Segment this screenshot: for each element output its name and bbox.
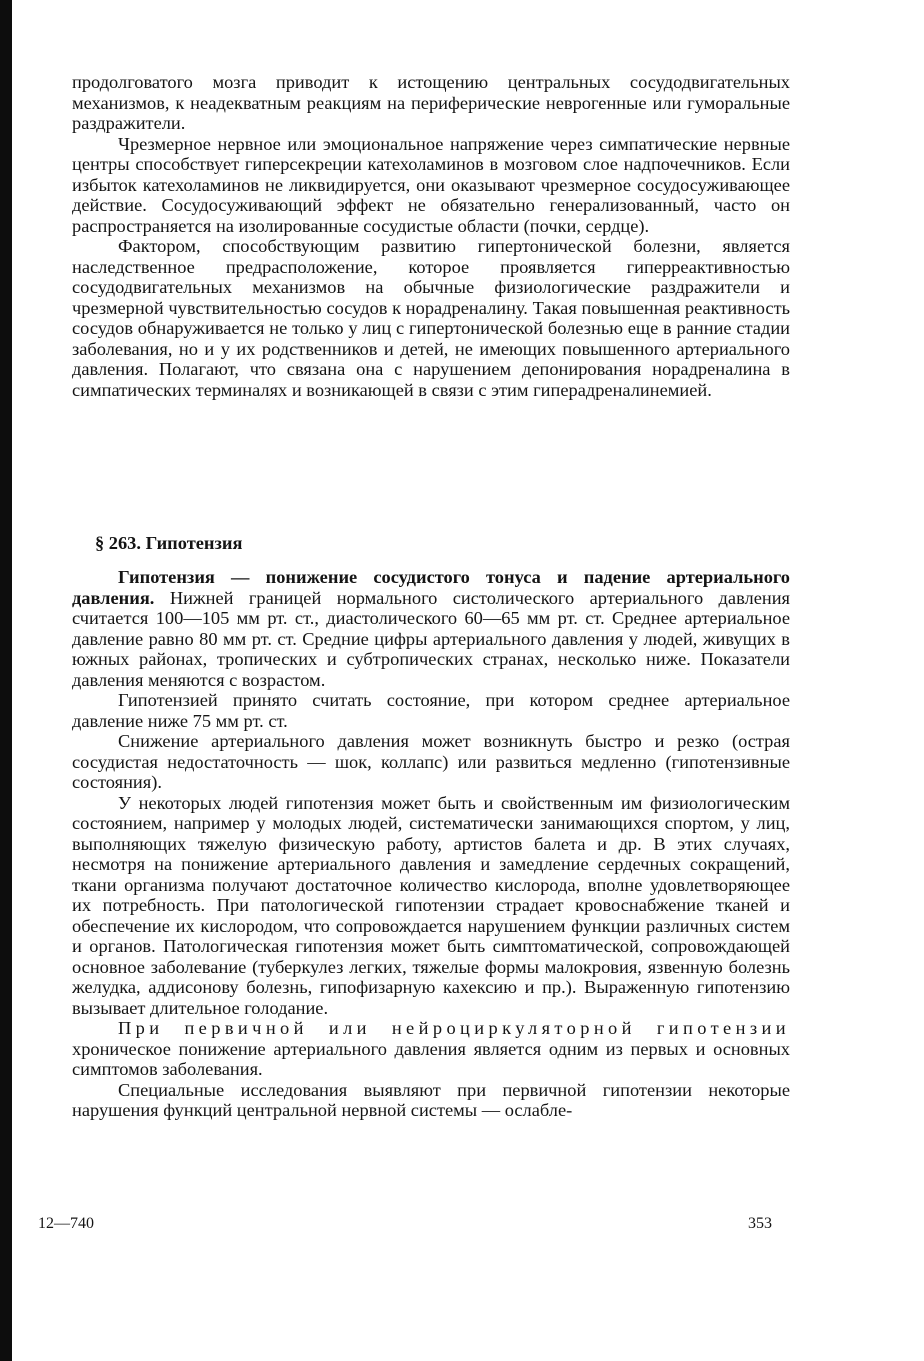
- definition-text: Нижней границей нормального систолического артериального давления считается 100—105 мм рт. ст., диастолического 60—65 мм рт. ст. Среднее артериальное давление равно 80 мм рт. ст. Средние цифры артериального давления у людей, живущих в южных районах, тропических и субтропических странах, несколько ниже. Показатели давления меняются с возрастом.: [72, 587, 790, 690]
- section-heading: § 263. Гипотензия: [95, 533, 243, 553]
- page-number: 353: [748, 1215, 772, 1232]
- paragraph: Специальные исследования выявляют при первичной гипотензии некоторые нарушения функций центральной нервной системы — ослабле-: [72, 1079, 790, 1120]
- paragraph: У некоторых людей гипотензия может быть и свойственным им физиологическим состоянием, например у молодых людей, систематически занимающихся спортом, у лиц, выполняющих тяжелую физическую работу, артистов балета и др. В этих случаях, несмотря на понижение артериального давления и замедление сердечных сокращений, ткани организма получают достаточное количество кислорода, вполне удовлетворяющее их потребность. При патологической гипотензии страдает кровоснабжение тканей и обеспечение их кислородом, что сопровождается нарушением функции различных систем и органов. Патологическая гипотензия может быть симптоматической, сопровождающей основное заболевание (туберкулез легких, тяжелые формы малокровия, язвенную болезнь желудка, аддисонову болезнь, гипофизарную кахексию и пр.). Выраженную гипотензию вызывает длительное голодание.: [72, 792, 790, 1018]
- definition-term: Гипотензия — понижение сосудистого тонуса и падение артериального давления.: [72, 567, 790, 608]
- signature-mark: 12—740: [38, 1215, 94, 1232]
- paragraph: [72, 1018, 790, 1080]
- text-block-top: [72, 72, 790, 400]
- paragraph: Гипотензией принято считать состояние, при котором среднее артериальное давление ниже 75 мм рт. ст.: [72, 690, 790, 731]
- paragraph: продолговатого мозга приводит к истощению центральных сосудодвигательных механизмов, к неадекватным реакциям на периферические неврогенные или гуморальные раздражители.: [72, 72, 790, 133]
- emphasized-term: При первичной или нейроциркуляторной гипотензии: [118, 1018, 790, 1038]
- scan-left-edge: [0, 0, 12, 1361]
- paragraph-text: хроническое понижение артериального давления является одним из первых и основных симптомов заболевания.: [72, 1038, 790, 1079]
- paragraph: Чрезмерное нервное или эмоциональное напряжение через симпатические нервные центры способствует гиперсекреции катехоламинов в мозговом слое надпочечников. Если избыток катехоламинов не ликвидируется, они оказывают чрезмерное сосудосуживающее действие. Сосудосуживающий эффект не обязательно генерализованный, часто он распространяется на изолированные сосудистые области (почки, сердце).: [72, 133, 790, 236]
- definition-paragraph: [72, 567, 790, 690]
- paragraph: Фактором, способствующим развитию гипертонической болезни, является наследственное предрасположение, которое проявляется гиперреактивностью сосудодвигательных механизмов на обычные физиологические раздражители и чрезмерной чувствительностью сосудов к норадреналину. Такая повышенная реактивность сосудов обнаруживается не только у лиц с гипертонической болезнью еще в ранние стадии заболевания, но и у их родственников и детей, не имеющих повышенного артериального давления. Полагают, что связана она с нарушением депонирования норадреналина в симпатических терминалях и возникающей в связи с этим гиперадреналинемией.: [72, 236, 790, 400]
- text-block-bottom: [72, 567, 790, 1121]
- paragraph: Снижение артериального давления может возникнуть быстро и резко (острая сосудистая недостаточность — шок, коллапс) или развиться медленно (гипотензивные состояния).: [72, 731, 790, 792]
